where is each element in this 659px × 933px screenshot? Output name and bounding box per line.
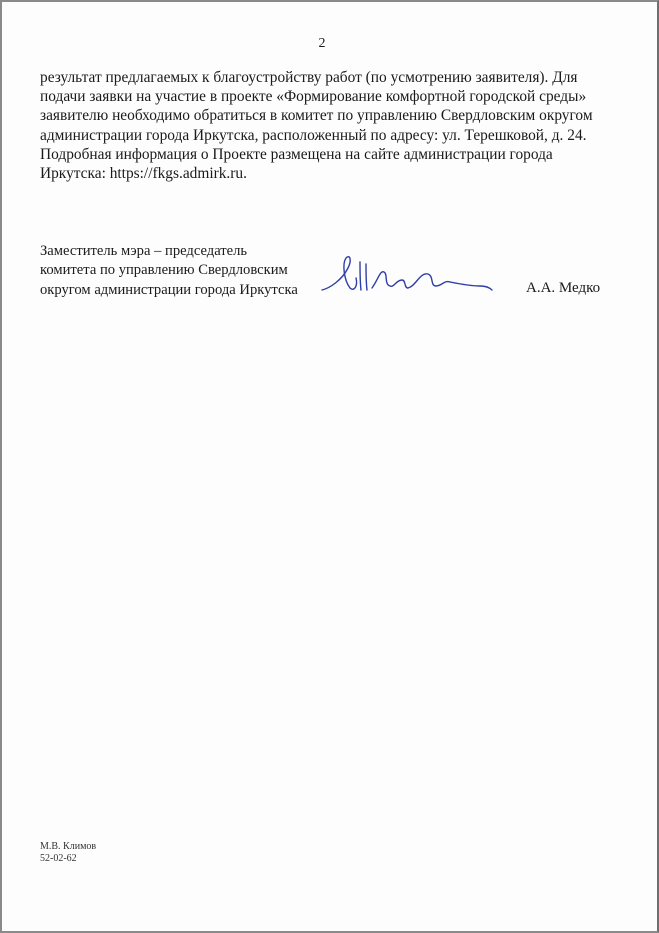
signatory-position-line: комитета по управлению Свердловским	[40, 262, 288, 279]
executor-phone: 52-02-62	[40, 853, 77, 864]
page-number: 2	[318, 36, 326, 51]
signatory-position	[40, 242, 298, 300]
body-line: Иркутска: https://fkgs.admirk.ru.	[40, 165, 247, 183]
signatory-position-line: округом администрации города Иркутска	[40, 281, 298, 298]
body-line: подачи заявки на участие в проекте «Формирование комфортной городской среды»	[40, 88, 587, 106]
body-line: администрации города Иркутска, расположенный по адресу: ул. Терешковой, д. 24.	[40, 126, 587, 144]
body-line: заявителю необходимо обратиться в комитет по управлению Свердловским округом	[40, 107, 593, 125]
executor-name: М.В. Климов	[40, 841, 97, 852]
executor-info	[40, 841, 96, 865]
signatory-name: А.А. Медко	[526, 280, 601, 296]
body-paragraph	[40, 68, 602, 183]
handwritten-signature	[320, 250, 495, 298]
signatory-position-line: Заместитель мэра – председатель	[40, 243, 248, 259]
body-line: Подробная информация о Проекте размещена на сайте администрации города	[40, 145, 553, 163]
body-line: результат предлагаемых к благоустройству работ (по усмотрению заявителя). Для	[40, 69, 578, 86]
